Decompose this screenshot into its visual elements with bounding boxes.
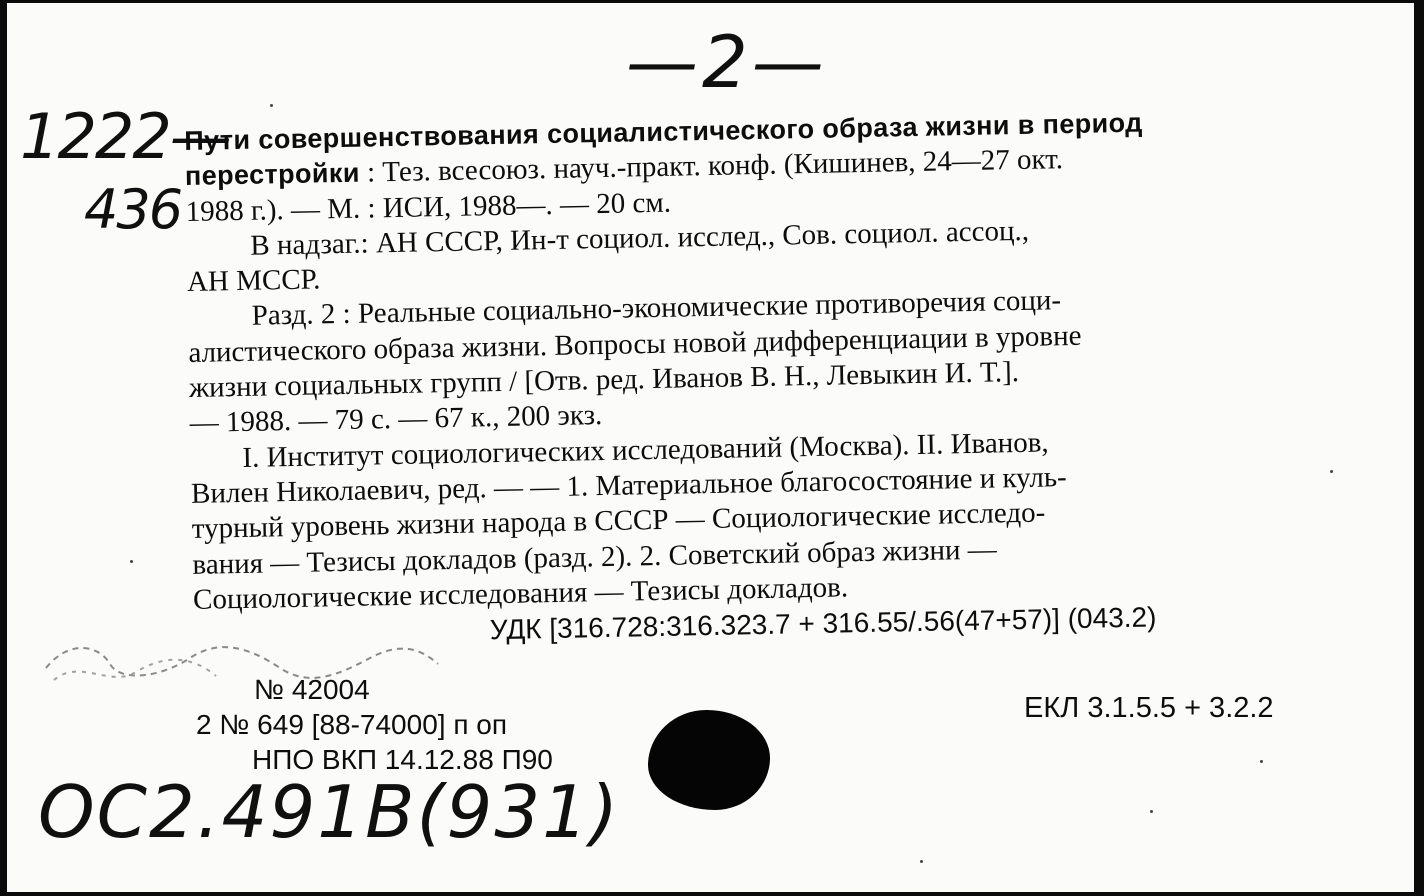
card-producer-info: НПО ВКП 14.12.88 П90 bbox=[252, 744, 553, 775]
handwritten-page-number: —2— bbox=[626, 20, 828, 104]
record-section-line-2: алистического образа жизни. Вопросы новой дифференциации в уровне bbox=[188, 319, 1082, 369]
dust-speck bbox=[1150, 810, 1153, 813]
record-section-line-3: жизни социальных групп / [Отв. ред. Иванов В. Н., Левыкин И. Т.]. bbox=[188, 356, 1020, 405]
record-tracing-line-1: I. Институт социологических исследований (Москва). II. Иванов, bbox=[242, 426, 1049, 474]
record-number: № 42004 bbox=[254, 674, 370, 705]
record-section-line-4: — 1988. — 79 с. — 67 к., 200 экз. bbox=[189, 399, 603, 440]
dust-speck bbox=[270, 104, 273, 107]
record-title-continuation: перестройки bbox=[184, 157, 361, 192]
record-udk-classification: УДК [316.728:316.323.7 + 316.55/.56(47+57)] (043.2) bbox=[489, 601, 1157, 646]
dust-speck bbox=[1330, 470, 1333, 473]
record-header-note-line-1: В надзаг.: АН СССР, Ин-т социол. исслед., Сов. социол. ассоц., bbox=[250, 214, 1030, 262]
handwritten-shelf-code-top: 1222— bbox=[20, 100, 230, 173]
record-header-note-line-2: АН МССР. bbox=[186, 263, 321, 299]
card-bottom-border bbox=[0, 892, 1424, 896]
ekl-classification: ЕКЛ 3.1.5.5 + 3.2.2 bbox=[1024, 692, 1274, 724]
ink-blot-hole bbox=[648, 710, 770, 810]
record-section-line-1: Разд. 2 : Реальные социально-экономические противоречия соци- bbox=[251, 284, 1062, 333]
record-tracing-line-4: вания — Тезисы докладов (разд. 2). 2. Советский образ жизни — bbox=[192, 533, 998, 581]
dust-speck bbox=[1260, 760, 1263, 763]
handwritten-shelf-code-bottom: 436 bbox=[84, 178, 182, 241]
bibliographic-record bbox=[184, 101, 1374, 653]
card-production-number: 2 № 649 [88-74000] п оп bbox=[196, 709, 508, 740]
handwritten-archive-code: ОС2.491В(931) bbox=[38, 770, 621, 854]
record-tracing-line-2: Вилен Николаевич, ред. — — 1. Материальное благосостояние и куль- bbox=[190, 461, 1067, 510]
dust-speck bbox=[130, 560, 133, 563]
card-left-border bbox=[0, 0, 7, 896]
dust-speck bbox=[920, 860, 923, 863]
record-tracing-line-3: турный уровень жизни народа в СССР — Социологические исследо- bbox=[191, 496, 1046, 546]
card-right-border bbox=[1414, 0, 1424, 896]
card-top-border bbox=[0, 0, 1424, 10]
record-imprint: 1988 г.). — М. : ИСИ, 1988—. — 20 см. bbox=[185, 186, 672, 228]
record-title-line-1: Пути совершенствования социалистического образа жизни в период bbox=[184, 107, 1143, 156]
card-footer-numbers bbox=[196, 672, 716, 777]
record-tracing-line-5: Социологические исследования — Тезисы докладов. bbox=[192, 571, 849, 616]
record-conference-info: : Тез. всесоюз. науч.-практ. конф. (Кишинев, 24—27 окт. bbox=[359, 143, 1064, 189]
